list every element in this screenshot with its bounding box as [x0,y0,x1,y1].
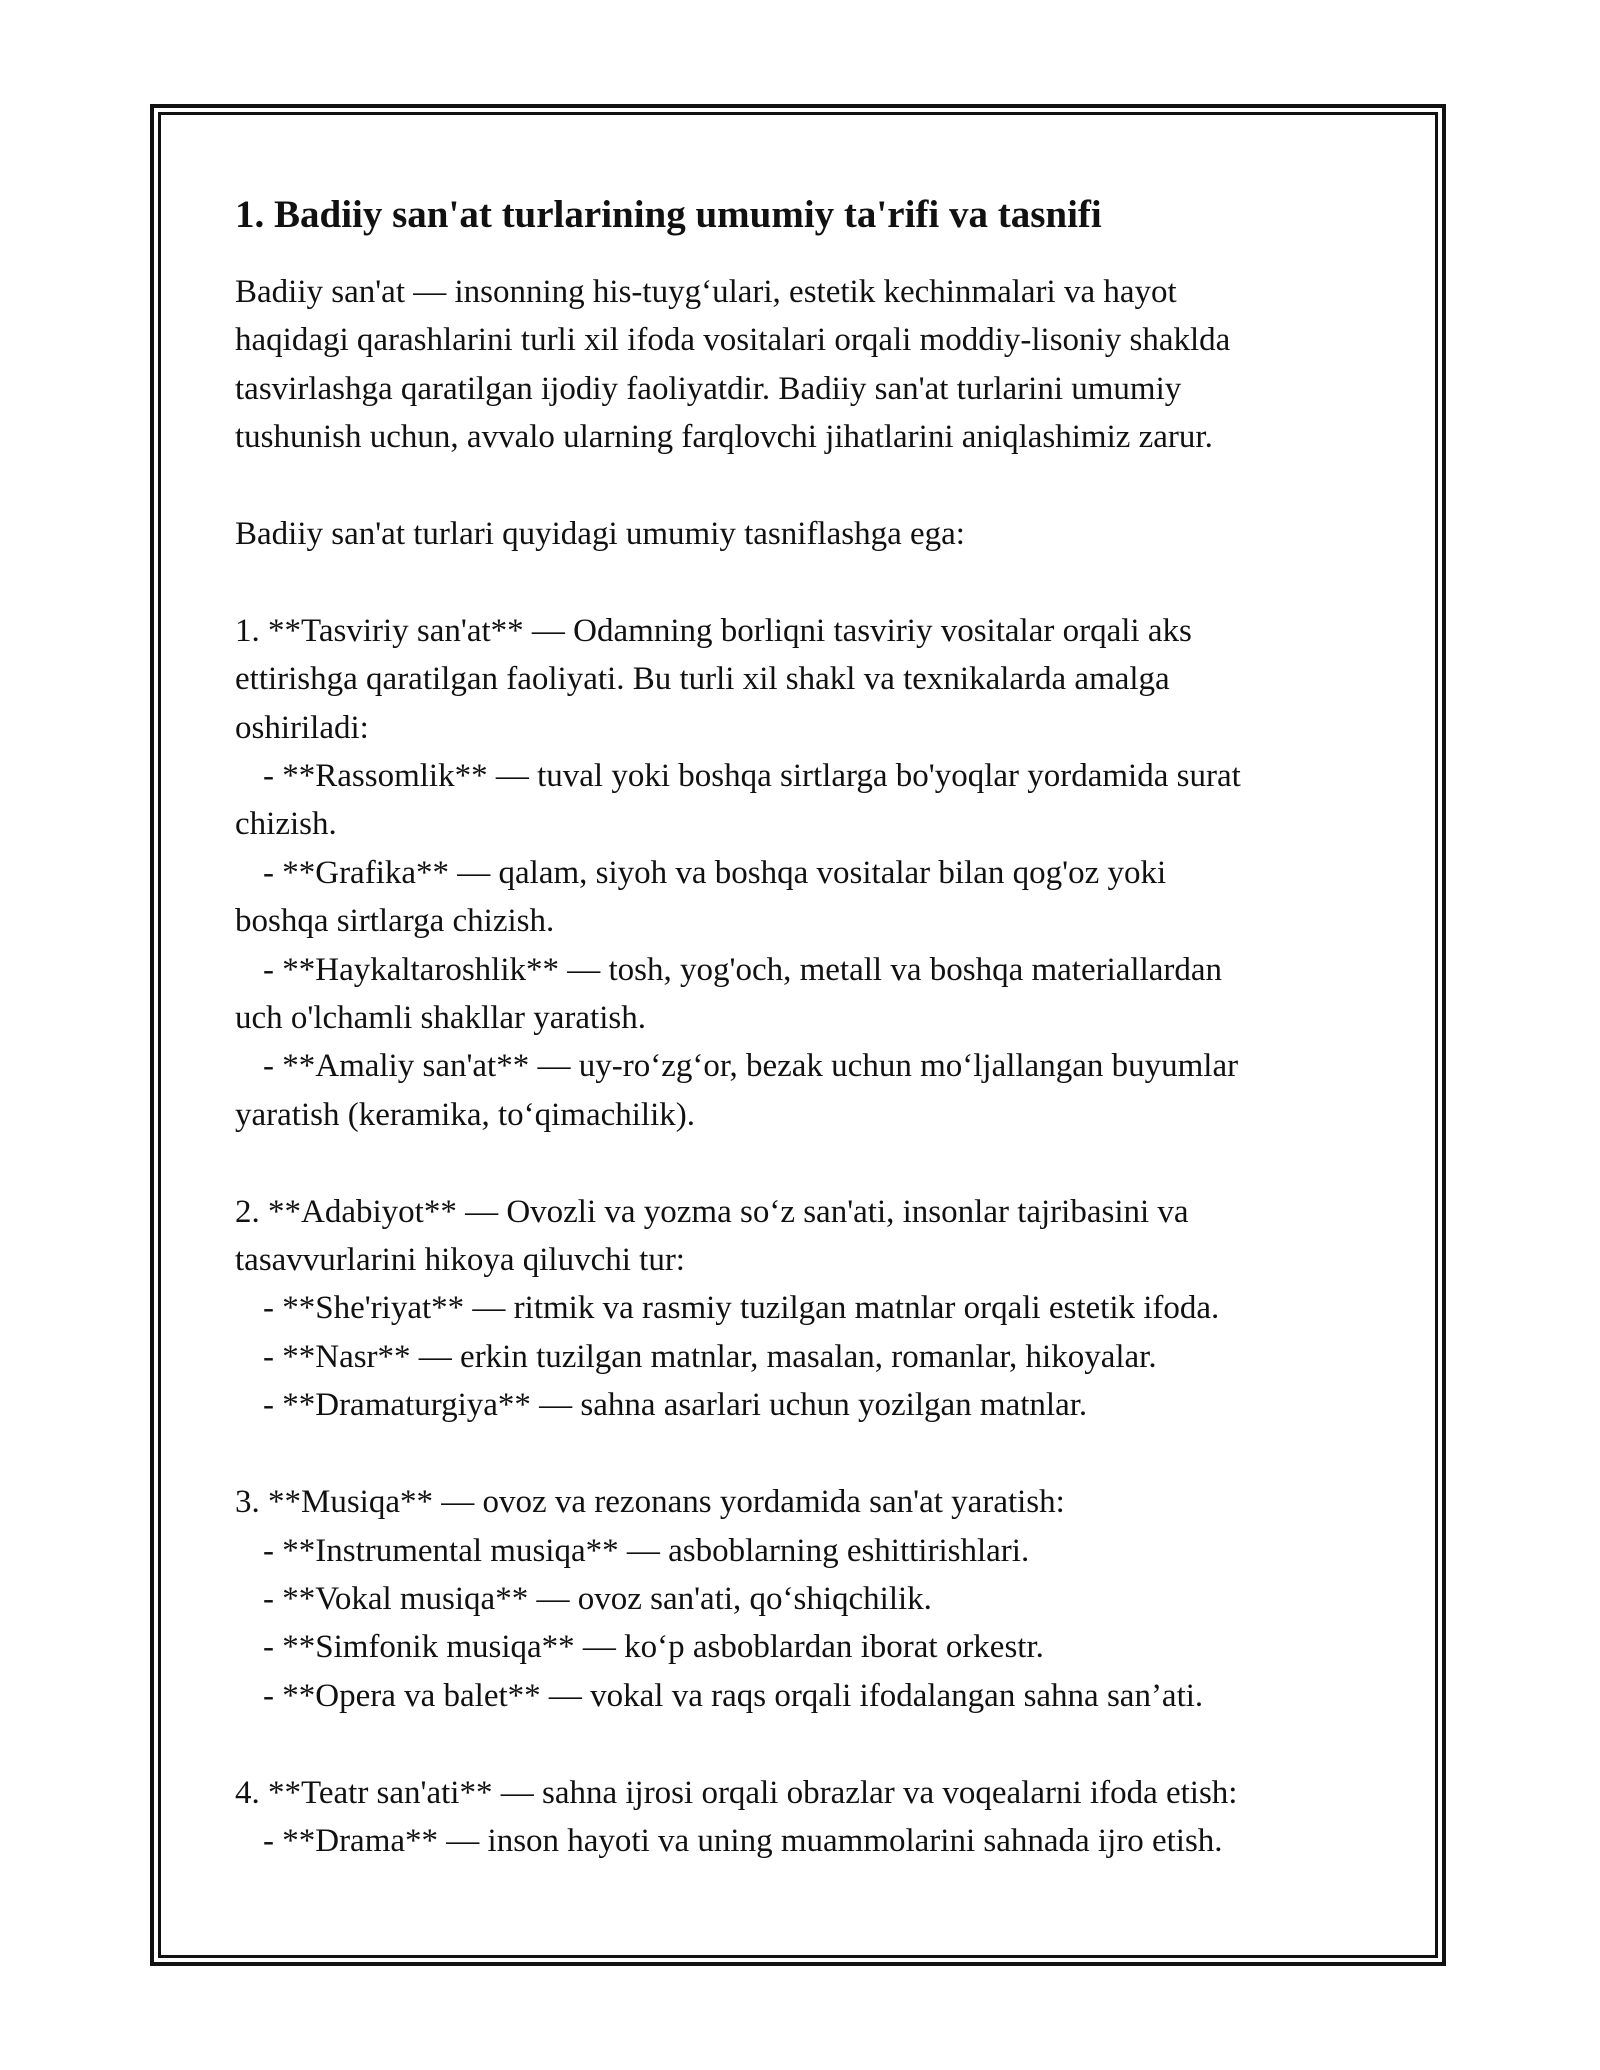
intro-line: tasvirlashga qaratilgan ijodiy faoliyatdir. Badiiy san'at turlarini umumiy [235,370,1182,407]
sub-item-dramaturgiya: - **Dramaturgiya** — sahna asarlari uchun yozilgan matnlar. [263,1387,1088,1424]
intro-line: haqidagi qarashlarini turli xil ifoda vositalari orqali moddiy-lisoniy shaklda [235,322,1231,359]
intro-line: Badiiy san'at — insonning his-tuyg‘ulari, estetik kechinmalari va hayot [235,274,1177,310]
list-item-teatr-sanati [235,1769,1375,1866]
section-title: 1. Badiiy san'at turlarining umumiy ta'rifi va tasnifi [235,193,1102,236]
sub-item-vokal-musiqa: - **Vokal musiqa** — ovoz san'ati, qo‘shiqchilik. [263,1580,932,1617]
sub-item-rassomlik: - **Rassomlik** — tuval yoki boshqa sirtlarga bo'yoqlar yordamida surat [263,758,1241,795]
list-item-adabiyot [235,1188,1375,1430]
spacer [235,462,1375,510]
list-item-line: 3. **Musiqa** — ovoz va rezonans yordamida san'at yaratish: [235,1484,1065,1521]
list-item-line: tasavvurlarini hikoya qiluvchi tur: [235,1242,685,1279]
sub-item-amaliy-sanat: - **Amaliy san'at** — uy-ro‘zg‘or, bezak uchun mo‘ljallangan buyumlar [263,1048,1239,1085]
sub-item-continuation: chizish. [235,806,337,843]
list-item-tasviriy-sanat [235,607,1375,1139]
sub-item-grafika: - **Grafika** — qalam, siyoh va boshqa vositalar bilan qog'oz yoki [263,854,1167,891]
list-item-line: 4. **Teatr san'ati** — sahna ijrosi orqali obrazlar va voqealarni ifoda etish: [235,1774,1238,1811]
sub-item-simfonik-musiqa: - **Simfonik musiqa** — ko‘p asboblardan iborat orkestr. [263,1629,1044,1666]
sub-item-drama: - **Drama** — inson hayoti va uning muammolarini sahnada ijro etish. [263,1822,1223,1859]
sub-item-continuation: boshqa sirtlarga chizish. [235,903,555,940]
spacer [235,1720,1375,1768]
intro-paragraph [235,268,1375,462]
classification-intro: Badiiy san'at turlari quyidagi umumiy tasniflashga ega: [235,516,965,553]
list-item-line: oshiriladi: [235,709,369,746]
spacer [235,558,1375,606]
sub-item-sheriyat: - **She'riyat** — ritmik va rasmiy tuzilgan matnlar orqali estetik ifoda. [263,1290,1220,1327]
document-body [235,188,1375,1865]
sub-item-haykaltaroshlik: - **Haykaltaroshlik** — tosh, yog'och, metall va boshqa materiallardan [263,951,1223,988]
sub-item-continuation: yaratish (keramika, to‘qimachilik). [235,1096,696,1133]
list-item-line: ettirishga qaratilgan faoliyati. Bu turli xil shakl va texnikalarda amalga [235,661,1170,698]
spacer [235,1430,1375,1478]
sub-item-nasr: - **Nasr** — erkin tuzilgan matnlar, masalan, romanlar, hikoyalar. [263,1338,1157,1375]
list-item-line: 1. **Tasviriy san'at** — Odamning borliqni tasviriy vositalar orqali aks [235,612,1192,649]
list-item-musiqa [235,1478,1375,1720]
intro-line: tushunish uchun, avvalo ularning farqlovchi jihatlarini aniqlashimiz zarur. [235,419,1213,456]
sub-item-continuation: uch o'lchamli shakllar yaratish. [235,1000,646,1037]
list-item-line: 2. **Adabiyot** — Ovozli va yozma so‘z san'ati, insonlar tajribasini va [235,1193,1189,1230]
sub-item-opera-va-balet: - **Opera va balet** — vokal va raqs orqali ifodalangan sahna san’ati. [263,1677,1204,1714]
sub-item-instrumental-musiqa: - **Instrumental musiqa** — asboblarning eshittirishlari. [263,1532,1030,1569]
spacer [235,1139,1375,1187]
